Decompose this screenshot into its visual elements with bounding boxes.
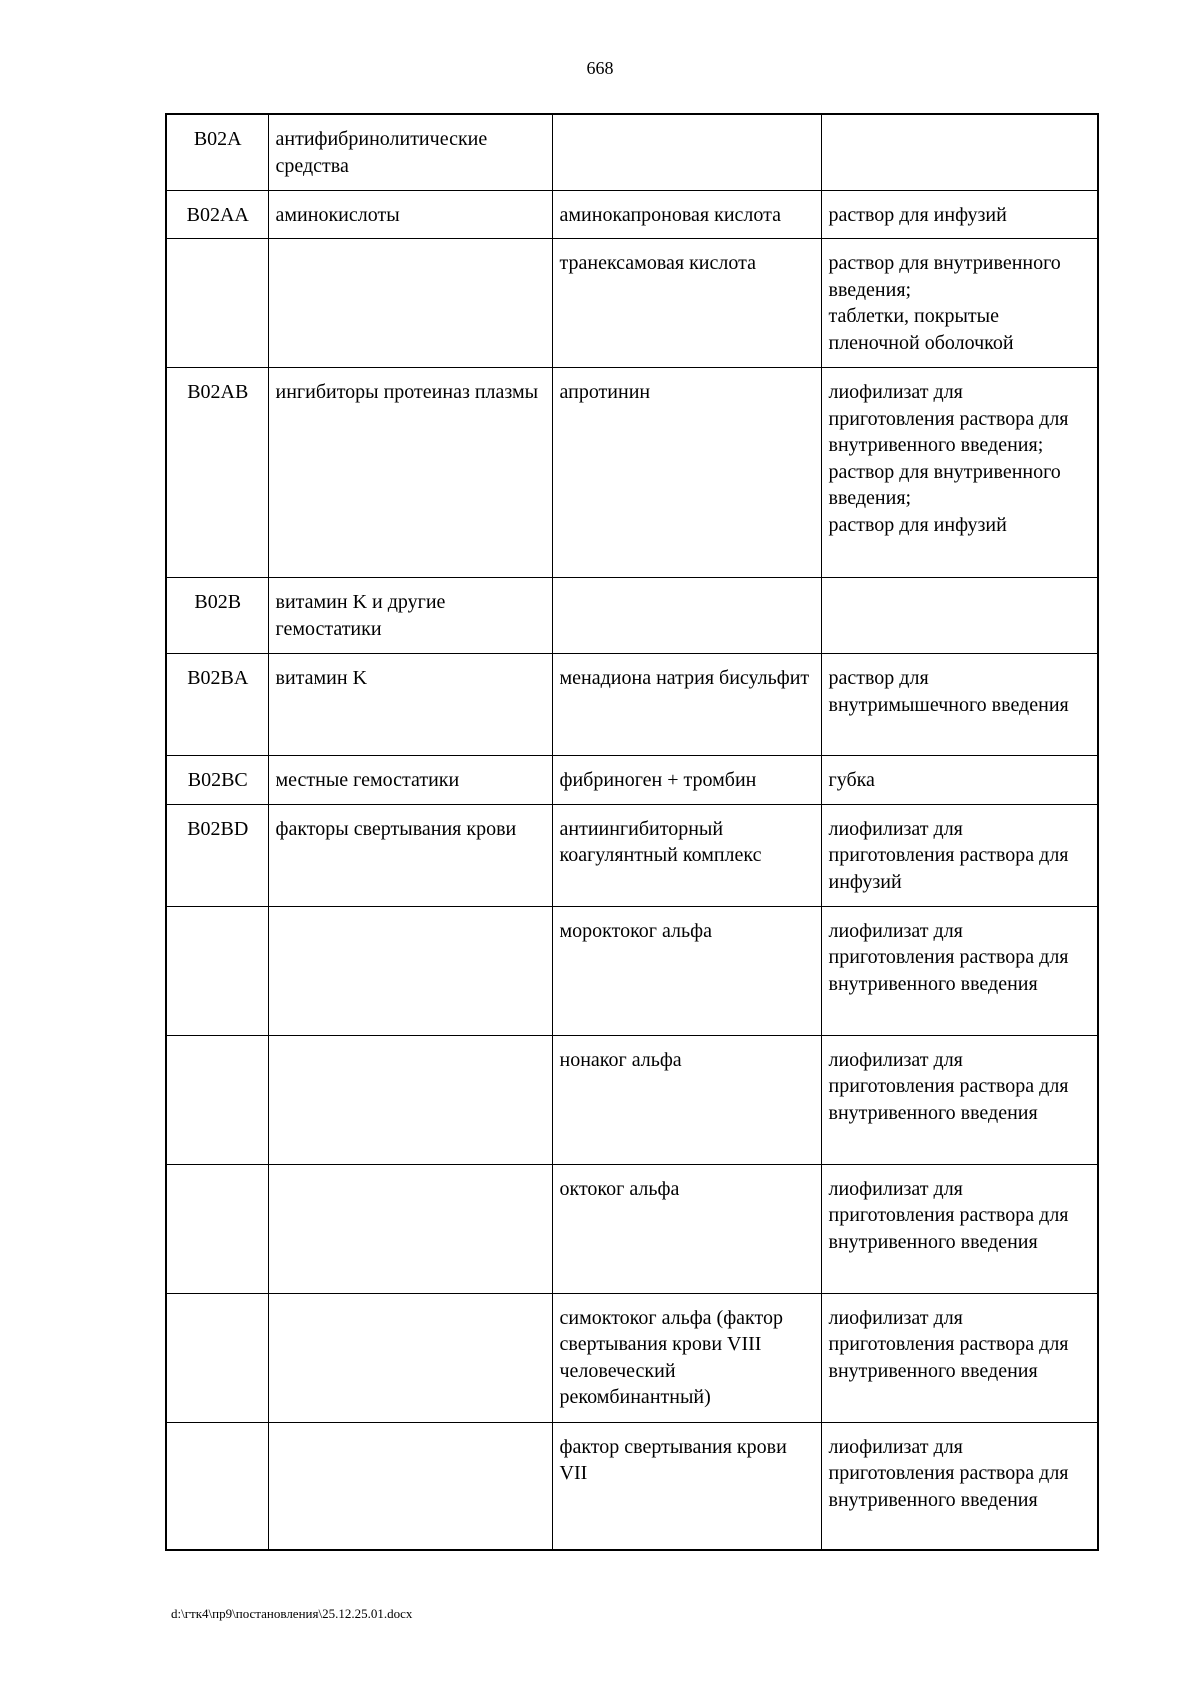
- atc-code-cell: B02A: [166, 114, 268, 190]
- group-cell: [268, 1164, 552, 1293]
- atc-code-cell: [166, 1164, 268, 1293]
- group-cell: [268, 906, 552, 1035]
- dosage-form-cell: [821, 578, 1098, 654]
- table-row: [166, 1035, 1098, 1164]
- atc-code-cell: [166, 239, 268, 368]
- group-cell: аминокислоты: [268, 190, 552, 239]
- dosage-form-cell: лиофилизат для приготовления раствора для внутривенного введения: [821, 1293, 1098, 1422]
- atc-code-cell: B02AB: [166, 368, 268, 578]
- dosage-form-cell: губка: [821, 756, 1098, 805]
- group-cell: [268, 1035, 552, 1164]
- group-cell: факторы свертывания крови: [268, 804, 552, 906]
- group-cell: ингибиторы протеиназ плазмы: [268, 368, 552, 578]
- group-cell: [268, 1293, 552, 1422]
- substance-cell: менадиона натрия бисульфит: [552, 654, 821, 756]
- substance-cell: мороктоког альфа: [552, 906, 821, 1035]
- atc-code-cell: [166, 1035, 268, 1164]
- group-cell: местные гемостатики: [268, 756, 552, 805]
- table-row: [166, 804, 1098, 906]
- dosage-form-cell: [821, 239, 1098, 368]
- atc-code-cell: B02AA: [166, 190, 268, 239]
- page-number: 668: [586, 58, 614, 78]
- footer-file-path: d:\гтк4\пр9\постановления\25.12.25.01.docx: [171, 1606, 413, 1621]
- table-row: [166, 654, 1098, 756]
- substance-cell: аминокапроновая кислота: [552, 190, 821, 239]
- table-row: [166, 190, 1098, 239]
- dosage-form-cell: раствор для инфузий: [821, 190, 1098, 239]
- substance-cell: фактор свертывания крови VII: [552, 1422, 821, 1550]
- table-row: [166, 906, 1098, 1035]
- group-cell: [268, 239, 552, 368]
- table-row: [166, 578, 1098, 654]
- substance-cell: симоктоког альфа (фактор свертывания крови VIII человеческий рекомбинантный): [552, 1293, 821, 1422]
- group-cell: витамин K и другие гемостатики: [268, 578, 552, 654]
- table-row: [166, 1422, 1098, 1550]
- atc-code-cell: B02BC: [166, 756, 268, 805]
- table-row: [166, 1164, 1098, 1293]
- substance-cell: апротинин: [552, 368, 821, 578]
- atc-code-cell: B02BA: [166, 654, 268, 756]
- substance-cell: [552, 578, 821, 654]
- dosage-form-cell: лиофилизат для приготовления раствора для инфузий: [821, 804, 1098, 906]
- atc-code-cell: [166, 1422, 268, 1550]
- substance-cell: нонаког альфа: [552, 1035, 821, 1164]
- substance-cell: фибриноген + тромбин: [552, 756, 821, 805]
- dosage-form-text: лиофилизат для приготовления раствора для внутривенного введения; раствор для внутривенного введения; раствор для инфузий: [828, 381, 1069, 536]
- dosage-form-cell: лиофилизат для приготовления раствора для внутривенного введения: [821, 906, 1098, 1035]
- table-row: [166, 114, 1098, 190]
- substance-cell: [552, 114, 821, 190]
- substance-cell: транексамовая кислота: [552, 239, 821, 368]
- group-cell: антифибринолитические средства: [268, 114, 552, 190]
- group-cell: [268, 1422, 552, 1550]
- dosage-form-cell: раствор для внутримышечного введения: [821, 654, 1098, 756]
- dosage-form-cell: лиофилизат для приготовления раствора для внутривенного введения: [821, 1035, 1098, 1164]
- atc-code-cell: B02BD: [166, 804, 268, 906]
- dosage-form-cell: [821, 114, 1098, 190]
- dosage-form-cell: [821, 368, 1098, 578]
- substance-cell: октоког альфа: [552, 1164, 821, 1293]
- atc-code-cell: [166, 906, 268, 1035]
- atc-code-cell: [166, 1293, 268, 1422]
- substance-cell: антиингибиторный коагулянтный комплекс: [552, 804, 821, 906]
- table-row: [166, 1293, 1098, 1422]
- table-row: [166, 756, 1098, 805]
- group-cell: витамин K: [268, 654, 552, 756]
- dosage-form-cell: лиофилизат для приготовления раствора для внутривенного введения: [821, 1164, 1098, 1293]
- drug-table: [165, 113, 1099, 1551]
- dosage-form-cell: лиофилизат для приготовления раствора для внутривенного введения: [821, 1422, 1098, 1550]
- dosage-form-text: раствор для внутривенного введения; таблетки, покрытые пленочной оболочкой: [828, 252, 1061, 354]
- table-row: [166, 239, 1098, 368]
- table-row: [166, 368, 1098, 578]
- atc-code-cell: B02B: [166, 578, 268, 654]
